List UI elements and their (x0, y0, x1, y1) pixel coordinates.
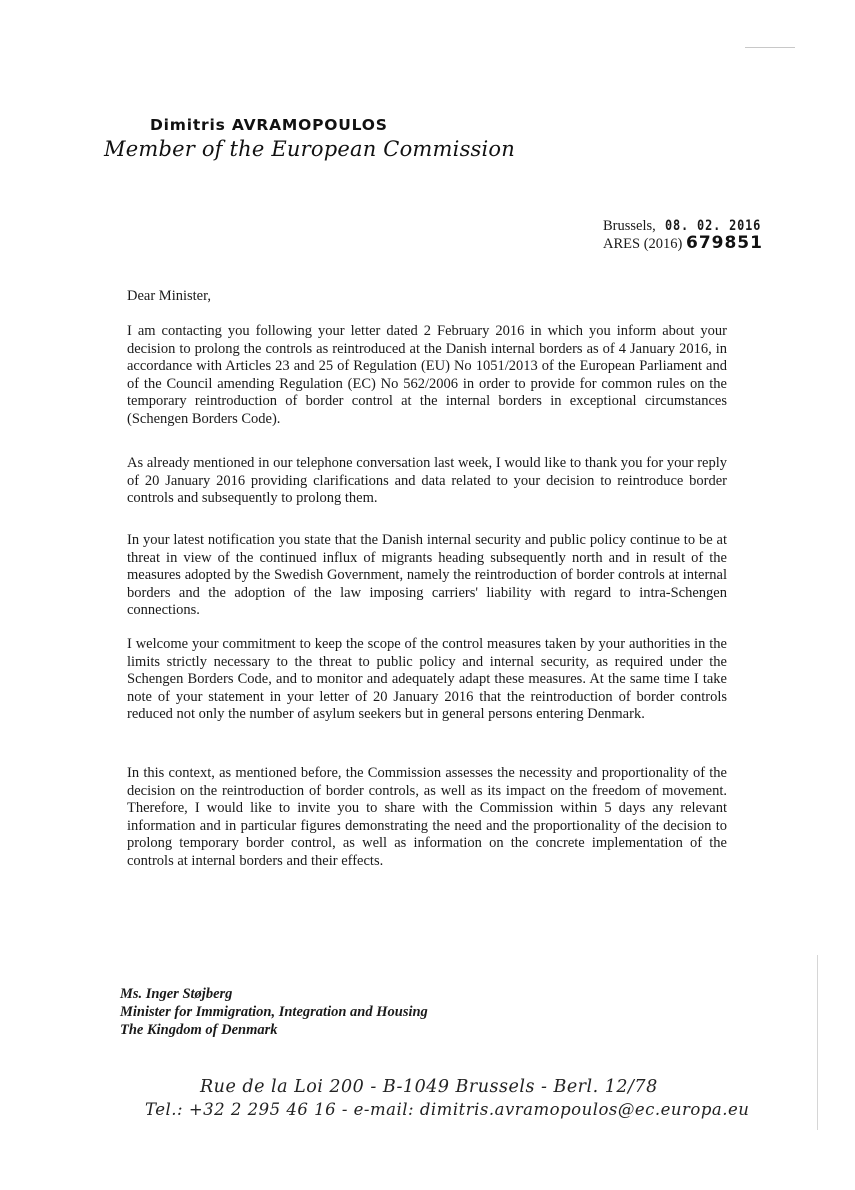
author-name: Dimitris AVRAMOPOULOS (150, 116, 388, 134)
footer-contact: Tel.: +32 2 295 46 16 - e-mail: dimitris.avramopoulos@ec.europa.eu (145, 1100, 750, 1119)
author-title: Member of the European Commission (104, 137, 516, 161)
paragraph-2: As already mentioned in our telephone conversation last week, I would like to thank you for your reply of 20 January 2016 providing clarifications and data related to your decision to reintroduce border controls and subsequently to prolong them. (127, 455, 727, 506)
paragraph-1: I am contacting you following your letter dated 2 February 2016 in which you inform about your decision to prolong the controls as reintroduced at the Danish internal borders as of 4 January 2016, in accordance with Articles 23 and 25 of Regulation (EU) No 1051/2013 of the European Parliament and of the Council amending Regulation (EC) No 562/2006 in order to provide for common rules on the temporary reintroduction of border control at the internal borders in exceptional circumstances (Schengen Borders Code). (127, 323, 727, 427)
date-line (603, 218, 779, 235)
footer-address: Rue de la Loi 200 - B-1049 Brussels - Berl. 12/78 (200, 1077, 658, 1097)
scan-mark-right-edge (817, 955, 818, 1130)
city: Brussels, (603, 218, 656, 234)
recipient-block (120, 985, 428, 1039)
paragraph-4: I welcome your commitment to keep the scope of the control measures taken by your authorities in the limits strictly necessary to the threat to public policy and internal security, as required under the Schengen Borders Code, and to monitor and adequately adapt these measures. At the same time I take note of your statement in your letter of 20 January 2016 that the reintroduction of border controls reduced not only the number of asylum seekers but in general persons entering Denmark. (127, 636, 727, 722)
recipient-role: Minister for Immigration, Integration and Housing (120, 1004, 428, 1020)
salutation: Dear Minister, (127, 288, 211, 304)
reference-number-handwritten: 679851 (685, 233, 763, 253)
place-date-block (603, 218, 779, 253)
date-stamp: 08. 02. 2016 (665, 218, 762, 234)
paragraph-3: In your latest notification you state that the Danish internal security and public policy continue to be at threat in view of the continued influx of migrants heading subsequently north and in result of the measures adopted by the Swedish Government, namely the reintroduction of border controls at internal borders and the adoption of the law imposing carriers' liability with regard to intra-Schengen connections. (127, 532, 727, 618)
reference-prefix: ARES (2016) (603, 236, 683, 252)
scan-mark-top-right (745, 47, 795, 48)
paragraph-5: In this context, as mentioned before, the Commission assesses the necessity and proportionality of the decision on the reintroduction of border controls, as well as its impact on the freedom of movement. Therefore, I would like to invite you to share with the Commission within 5 days any relevant information and in particular figures demonstrating the need and the proportionality of the decision to prolong temporary border control, as well as information on the concrete implementation of the controls at internal borders and their effects. (127, 765, 727, 869)
recipient-country: The Kingdom of Denmark (120, 1022, 278, 1038)
recipient-name: Ms. Inger Støjberg (120, 986, 233, 1002)
reference-line (603, 235, 779, 253)
